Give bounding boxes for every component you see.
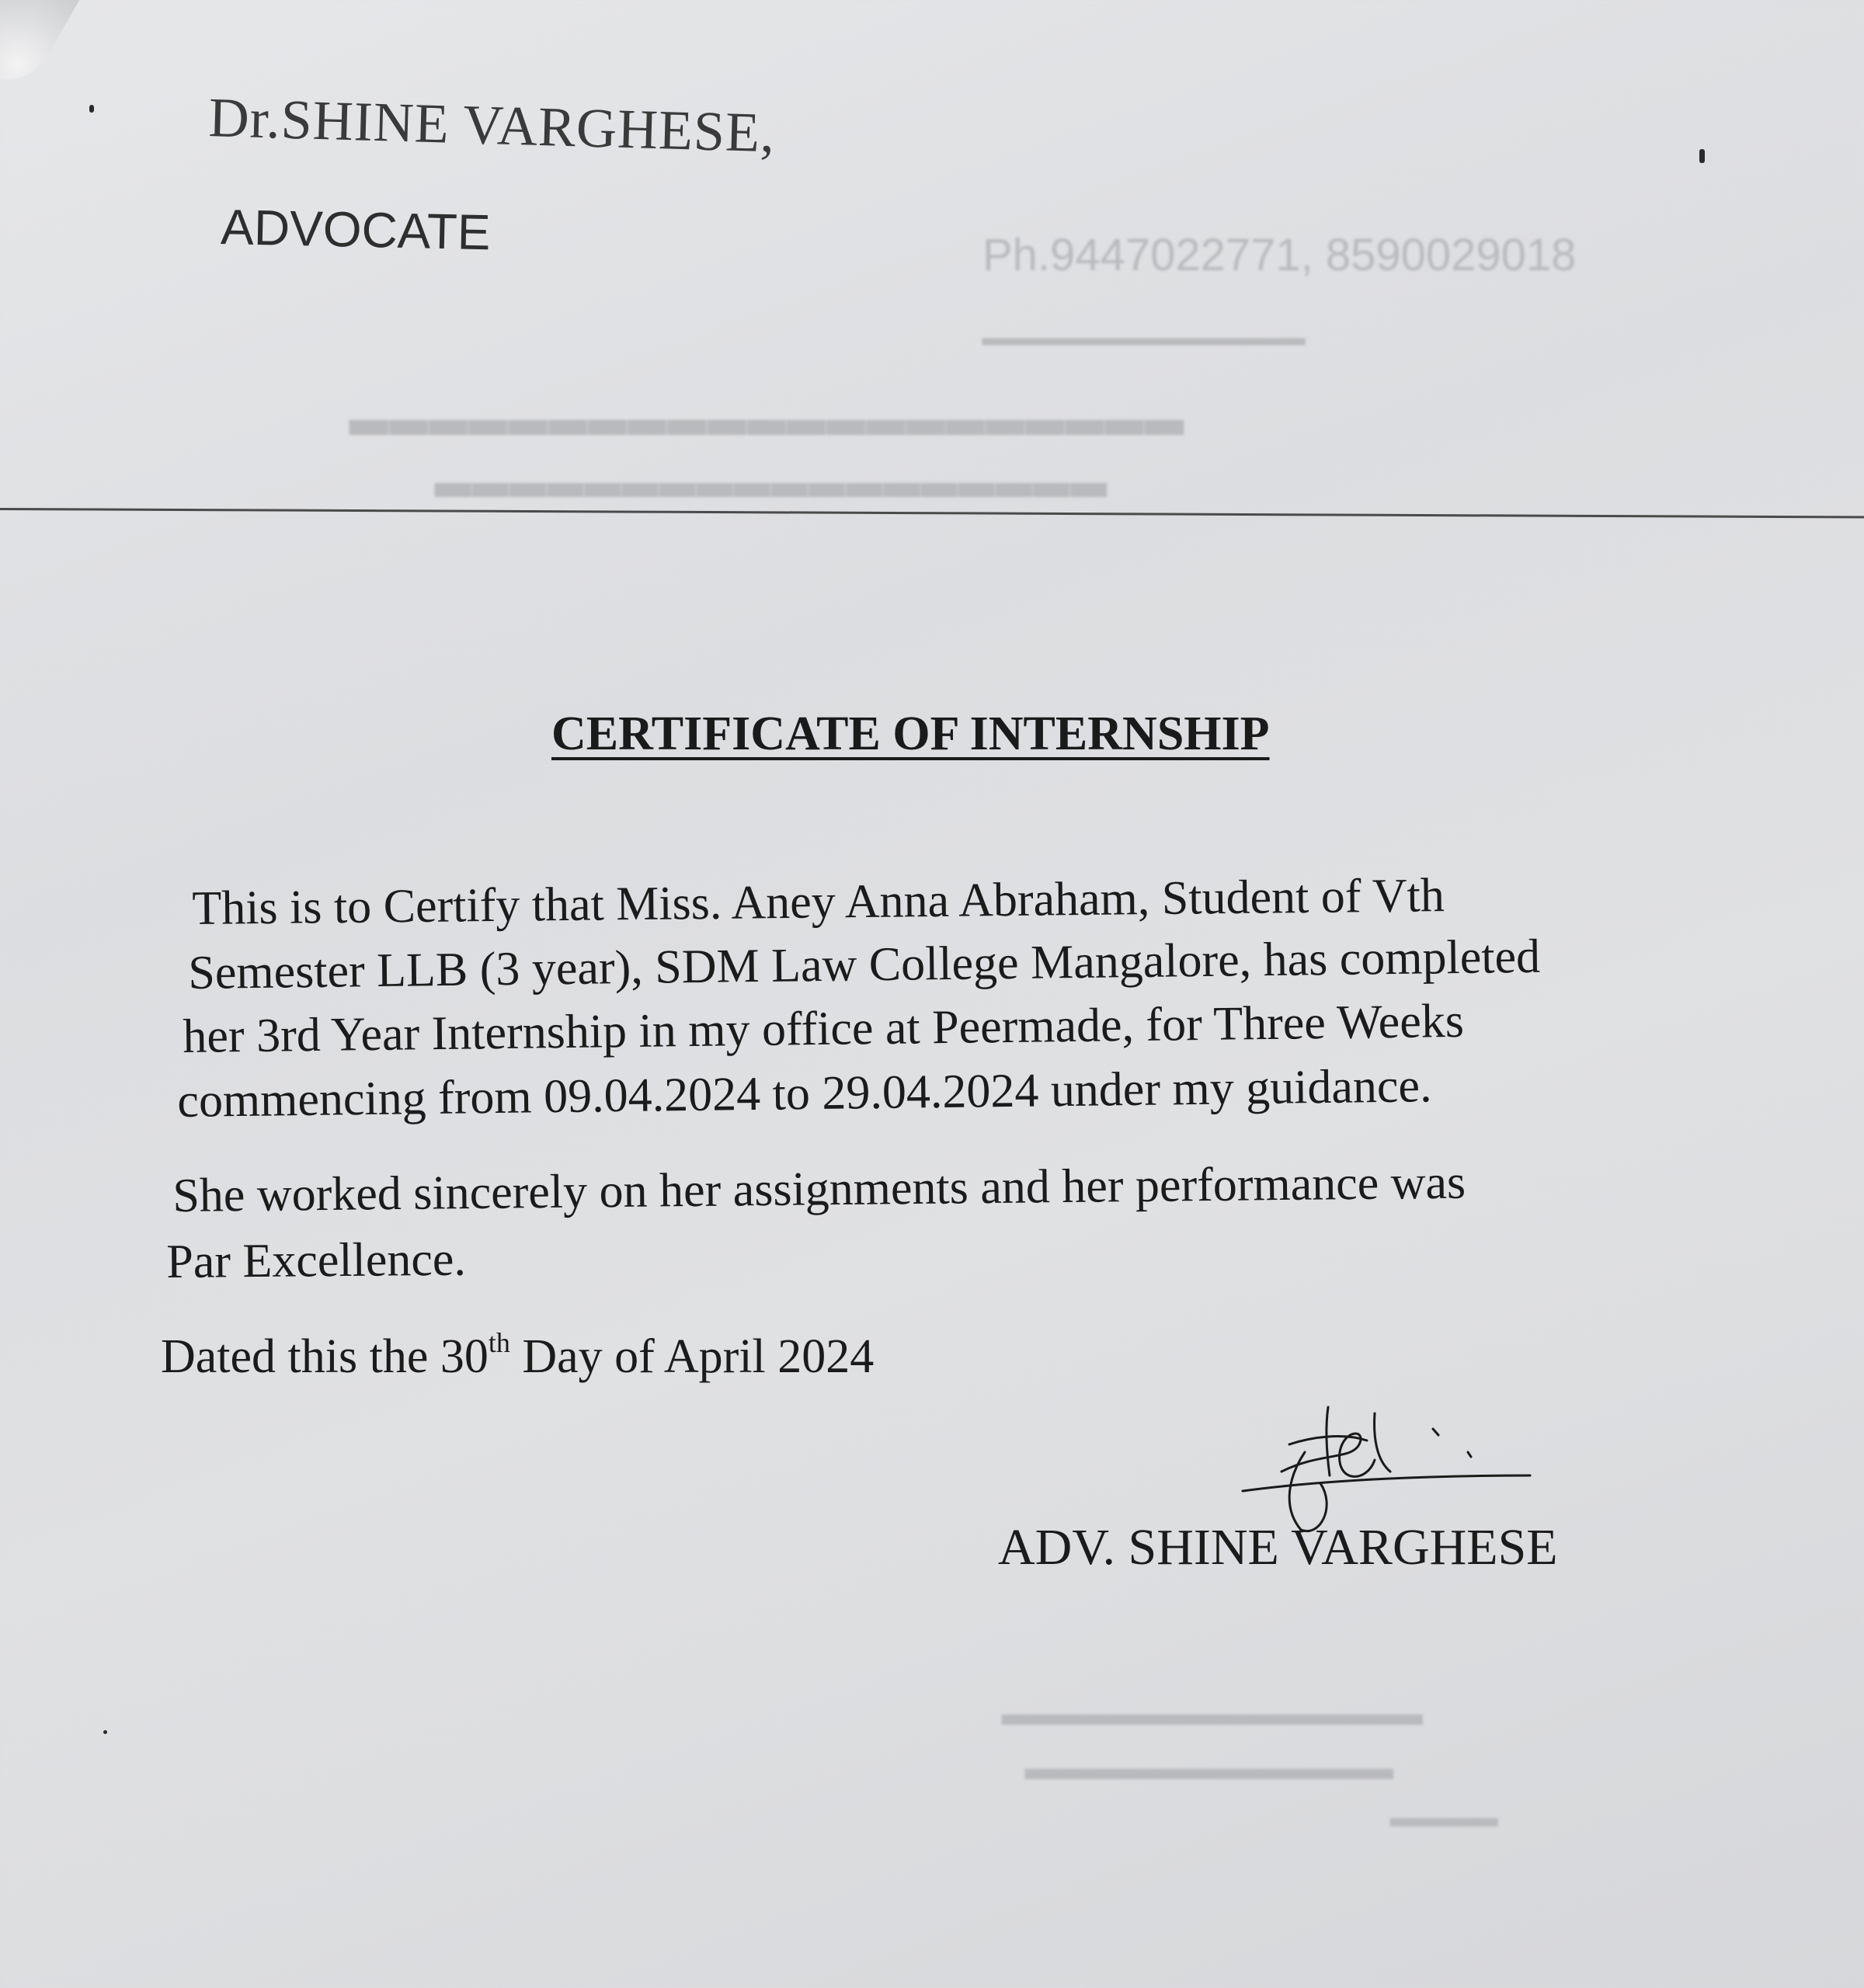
letterhead-role: ADVOCATE: [220, 198, 492, 261]
handwritten-signature: [1235, 1398, 1561, 1538]
letterhead-phone: Ph.9447022771, 8590029018: [982, 230, 1577, 280]
faded-footer-line: ▂▂▂▂▂▂▂▂▂▂▂▂▂▂: [1025, 1740, 1393, 1778]
signatory-name: ADV. SHINE VARGHESE: [998, 1519, 1558, 1576]
body-line: Par Excellence.: [166, 1232, 467, 1288]
speck: [89, 105, 94, 113]
dated-superscript: th: [488, 1327, 510, 1358]
speck: [1699, 149, 1705, 163]
faded-firm-line: ▂▂▂▂▂▂▂▂▂▂▂▂▂▂▂▂▂▂▂▂▂: [350, 378, 1185, 433]
letterhead-name: Dr.SHINE VARGHESE,: [207, 85, 777, 165]
faded-footer-line: ▂▂▂▂▂: [1390, 1794, 1498, 1826]
dated-line: [161, 1329, 874, 1385]
dated-prefix: Dated this the 30: [161, 1330, 489, 1383]
speck: [103, 1730, 107, 1734]
faded-email-line: ▂▂▂▂▂▂▂▂▂▂▂▂▂▂▂▂▂▂: [982, 319, 1306, 345]
body-line: commencing from 09.04.2024 to 29.04.2024 under my guidance.: [177, 1059, 1432, 1128]
body-line: her 3rd Year Internship in my office at Peermade, for Three Weeks: [183, 994, 1465, 1063]
certificate-title: CERTIFICATE OF INTERNSHIP: [551, 707, 1270, 760]
faded-address-line: ▂▂▂▂▂▂▂▂▂▂▂▂▂▂▂▂▂▂: [435, 444, 1108, 495]
page-fold-shadow: [0, 0, 86, 96]
body-line: She worked sincerely on her assignments and her performance was: [172, 1156, 1466, 1222]
body-line: Semester LLB (3 year), SDM Law College Mangalore, has completed: [188, 930, 1541, 999]
dated-suffix: Day of April 2024: [509, 1330, 875, 1383]
faded-footer-line: ▂▂▂▂▂▂▂▂▂▂▂▂▂▂▂▂: [1002, 1686, 1423, 1724]
body-line: This is to Certify that Miss. Aney Anna Abraham, Student of Vth: [192, 869, 1445, 935]
letterhead-divider: [0, 508, 1864, 519]
